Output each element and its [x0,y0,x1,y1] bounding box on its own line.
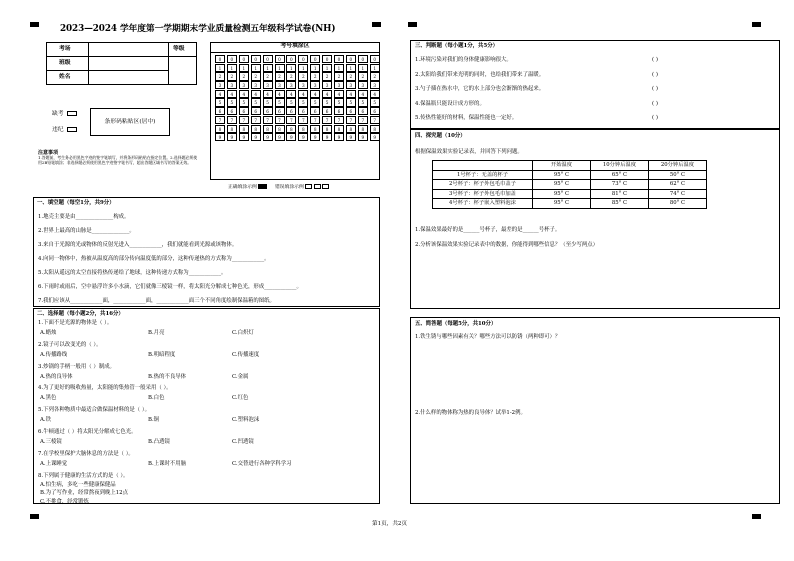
digit-bubble[interactable]: 8 [263,125,273,133]
table-header [433,161,533,171]
digit-bubble[interactable]: 4 [275,90,285,98]
option-a[interactable]: A.三棱镜 [40,439,62,445]
option-b[interactable]: B.热的不良导体 [148,373,187,380]
digit-bubble[interactable]: 1 [275,64,285,72]
digit-bubble[interactable]: 7 [263,116,273,124]
exam-room-label: 考场 [47,43,89,57]
option-a[interactable]: A.上课睡觉 [40,460,68,467]
digit-bubble[interactable]: 9 [358,133,368,141]
table-row [433,180,707,190]
s1-q5[interactable]: 5.太阳从遥远的太空直接将热传递给了地球，这种传递方式称为____________。 [38,270,227,276]
exam-number-grid [210,42,380,180]
option-c[interactable]: C.凹透镜 [232,439,254,445]
digit-bubble[interactable]: 5 [239,98,249,106]
digit-bubble[interactable]: 5 [227,98,237,106]
digit-bubble[interactable]: 2 [334,72,344,80]
table-header: 10分钟后温度 [591,161,649,171]
digit-bubble[interactable]: 1 [322,64,332,72]
table-header: 20分钟后温度 [649,161,707,171]
digit-bubble[interactable]: 3 [358,81,368,89]
registration-mark [30,514,39,519]
digit-bubble[interactable]: 8 [275,125,285,133]
digit-bubble[interactable]: 3 [215,81,225,89]
absent-row [52,111,77,118]
digit-bubble[interactable]: 9 [334,133,344,141]
table-cell: 95° C [533,180,591,190]
digit-bubble[interactable]: 0 [334,55,344,63]
digit-bubble[interactable]: 4 [334,90,344,98]
registration-mark [752,22,761,27]
exam-room-field[interactable] [89,43,169,57]
digit-bubble[interactable]: 9 [346,133,356,141]
digit-bubble[interactable]: 3 [346,81,356,89]
digit-bubble[interactable]: 1 [227,64,237,72]
page-footer: 第1页，共2页 [372,521,408,527]
s2-q4: 4.为了更好的吸收热量，太阳能的集热管一般采用（ ）。 [38,385,172,392]
s4-q2[interactable]: 2.分析该保温效果实验记录表中的数据，你能得到哪些信息？（至少写两点） [415,242,599,248]
digit-column [370,55,381,142]
digit-column [298,55,309,142]
option-a[interactable]: A.铁 [40,417,51,424]
digit-bubble[interactable]: 8 [227,125,237,133]
name-field[interactable] [89,71,169,85]
digit-bubble[interactable]: 0 [346,55,356,63]
digit-bubble[interactable]: 2 [370,72,380,80]
answer-paren[interactable]: ( ) [652,100,658,107]
digit-bubble[interactable]: 7 [239,116,249,124]
digit-bubble[interactable]: 2 [275,72,285,80]
digit-bubble[interactable]: 6 [215,107,225,115]
grid-title: 考号填涂区 [211,43,379,53]
absent-checkbox[interactable] [67,111,77,116]
digit-bubble[interactable]: 2 [286,72,296,80]
digit-bubble[interactable]: 2 [263,72,273,80]
digit-bubble[interactable]: 5 [275,98,285,106]
digit-bubble[interactable]: 2 [298,72,308,80]
table-cell: 81° C [591,189,649,199]
digit-bubble[interactable]: 4 [239,90,249,98]
s1-q1[interactable]: 1.地壳主要是由______________构成。 [38,214,130,220]
s2-q5: 5.下列各种物质中最适合做保温材料的是（ ）。 [38,407,150,414]
digit-bubble[interactable]: 4 [346,90,356,98]
table-cell: 74° C [649,189,707,199]
digit-bubble[interactable]: 1 [239,64,249,72]
digit-bubble[interactable]: 5 [215,98,225,106]
digit-bubble[interactable]: 5 [370,98,380,106]
digit-bubble[interactable]: 0 [251,55,261,63]
digit-bubble[interactable]: 3 [263,81,273,89]
s1-q3[interactable]: 3.来自于光源的光或物体的反射光进入____________，我们就能看到光源或该物体。 [38,242,238,248]
table-cell: 85° C [591,199,649,209]
notes [38,150,198,165]
option-a[interactable]: A.热的良导体 [40,373,73,380]
s2-q3: 3.炒锅的手柄一般用（ ）制成。 [38,363,115,370]
digit-bubble[interactable]: 0 [322,55,332,63]
grade-level-field[interactable] [169,57,197,85]
s1-q4[interactable]: 4.向同一物体中，热被从温度高的部分传向温度低的部分，这种传递热的方式称为____________。 [38,256,270,262]
option-c[interactable]: C.白炽灯 [232,330,254,336]
digit-bubble[interactable]: 3 [251,81,261,89]
registration-mark [372,22,381,27]
digit-bubble[interactable]: 6 [358,107,368,115]
digit-column [239,55,250,142]
table-cell: 95° C [533,189,591,199]
table-row [433,199,707,209]
digit-bubble[interactable]: 0 [215,55,225,63]
digit-column [358,55,369,142]
digit-bubble[interactable]: 5 [322,98,332,106]
digit-bubble[interactable]: 1 [346,64,356,72]
digit-bubble[interactable]: 5 [286,98,296,106]
digit-bubble[interactable]: 7 [275,116,285,124]
answer-paren[interactable]: ( ) [652,86,658,92]
digit-bubble[interactable]: 7 [346,116,356,124]
s3-item: 3.勺子插在热水中，它的水上部分也会渐渐的热起来。 [415,86,545,92]
s2-q6: 6.牛顿通过（ ）将太阳光分解成七色光。 [38,429,137,435]
table-row [433,189,707,199]
digit-bubble[interactable]: 9 [370,133,380,141]
table-cell: 3号杯子：杯子外包毛巾加盖 [433,189,533,199]
digit-bubble[interactable]: 8 [346,125,356,133]
digit-bubble[interactable]: 6 [322,107,332,115]
digit-column [334,55,345,142]
option-c[interactable]: C.红色 [232,395,249,402]
digit-column [227,55,238,142]
digit-bubble[interactable]: 4 [263,90,273,98]
digit-column [346,55,357,142]
registration-mark [408,22,417,27]
digit-bubble[interactable]: 1 [263,64,273,72]
option-b[interactable]: B.凸透镜 [148,439,170,445]
digit-bubble[interactable]: 6 [263,107,273,115]
digit-bubble[interactable]: 4 [227,90,237,98]
option-c[interactable]: C.塑料泡沫 [232,417,260,424]
digit-bubble[interactable]: 4 [298,90,308,98]
table-cell: 1号杯子：无盖的杯子 [433,170,533,180]
s2-q8: 8.下列属于健康的生活方式的是（ ）。 [38,472,129,479]
table-header: 开始温度 [533,161,591,171]
s2-title: 二、选择题（每小题2分，共16分） [37,311,124,317]
digit-bubble[interactable]: 1 [215,64,225,72]
digit-bubble[interactable]: 6 [251,107,261,115]
option-c[interactable]: C.不挑食，经常锻炼 [40,498,89,505]
digit-bubble[interactable]: 8 [239,125,249,133]
absent-label: 缺考 [52,111,64,117]
violation-row [52,127,77,134]
digit-bubble[interactable]: 6 [227,107,237,115]
s4-intro: 根据保温效果实验记录表，并回答下列问题。 [415,149,523,155]
digit-bubble[interactable]: 1 [358,64,368,72]
s1-q2[interactable]: 2.世界上最高的山脉是______________。 [38,228,135,234]
digit-bubble[interactable]: 6 [370,107,380,115]
table-cell: 50° C [649,170,707,180]
s2-q7: 7.在学校里保护大脑休息的方法是（ ）。 [38,450,134,457]
class-label: 班级 [47,57,89,71]
option-a[interactable]: A.传播路线 [40,351,68,358]
digit-bubble[interactable]: 3 [227,81,237,89]
digit-bubble[interactable]: 8 [215,125,225,133]
digit-bubble[interactable]: 3 [370,81,380,89]
registration-mark [752,514,761,519]
digit-bubble[interactable]: 5 [310,98,320,106]
table-cell: 62° C [649,180,707,190]
option-b[interactable]: B.为了写作业，经常熬夜到晚上12点 [40,490,129,497]
digit-bubble[interactable]: 7 [358,116,368,124]
digit-bubble[interactable]: 1 [251,64,261,72]
digit-column [215,55,226,142]
digit-bubble[interactable]: 3 [275,81,285,89]
digit-bubble[interactable]: 8 [251,125,261,133]
digit-column [275,55,286,142]
table-cell: 95° C [533,199,591,209]
digit-bubble[interactable]: 9 [298,133,308,141]
digit-bubble[interactable]: 2 [239,72,249,80]
option-c[interactable]: C.传播速度 [232,351,260,358]
digit-column [251,55,262,142]
digit-bubble[interactable]: 3 [322,81,332,89]
option-b[interactable]: B.白色 [148,395,165,402]
digit-bubble[interactable]: 3 [334,81,344,89]
temperature-table [432,160,707,209]
option-a[interactable]: A.怕生病，多吃一些健康保健品 [40,481,116,488]
digit-bubble[interactable]: 7 [227,116,237,124]
digit-bubble[interactable]: 4 [310,90,320,98]
digit-bubble[interactable]: 0 [227,55,237,63]
digit-bubble[interactable]: 2 [358,72,368,80]
digit-bubble[interactable]: 2 [251,72,261,80]
digit-bubble[interactable]: 1 [310,64,320,72]
digit-bubble[interactable]: 1 [286,64,296,72]
digit-bubble[interactable]: 9 [227,133,237,141]
digit-bubble[interactable]: 6 [310,107,320,115]
student-info-table [46,42,197,85]
digit-bubble[interactable]: 9 [239,133,249,141]
s3-item: 4.保温瓶只能设计成方形的。 [415,100,485,107]
table-cell: 4号杯子：杯子嵌入塑料泡沫 [433,199,533,209]
name-label: 姓名 [47,71,89,85]
option-b[interactable]: B.铜 [148,417,160,424]
digit-bubble[interactable]: 7 [286,116,296,124]
digit-bubble[interactable]: 4 [358,90,368,98]
digit-bubble[interactable]: 0 [275,55,285,63]
digit-bubble[interactable]: 4 [322,90,332,98]
digit-bubble[interactable]: 0 [310,55,320,63]
digit-bubble[interactable]: 6 [334,107,344,115]
digit-bubble[interactable]: 7 [215,116,225,124]
digit-bubble[interactable]: 8 [298,125,308,133]
digit-bubble[interactable]: 3 [239,81,249,89]
digit-bubble[interactable]: 7 [310,116,320,124]
digit-bubble[interactable]: 9 [275,133,285,141]
s5-title: 五、简答题（每题5分，共10分） [415,321,497,327]
wrong-bubble-icon [305,184,312,189]
s5-q2[interactable]: 2.什么样的物体称为热的良导体？试举1-2例。 [415,410,526,416]
s3-item: 1.环境污染对我们的身体健康影响很大。 [415,57,512,63]
digit-bubble[interactable]: 6 [239,107,249,115]
s4-q1[interactable]: 1.保温效果最好的是______号杯子，最差的是______号杯子。 [415,227,561,233]
digit-bubble[interactable]: 3 [286,81,296,89]
digit-bubble[interactable]: 7 [370,116,380,124]
s4-title: 四、探究题（10分） [415,133,466,139]
digit-bubble[interactable]: 0 [239,55,249,63]
digit-bubble[interactable]: 9 [215,133,225,141]
digit-bubble[interactable]: 6 [275,107,285,115]
s3-item: 2.太阳给我们带来光明的同时，也给我们带来了温暖。 [415,71,545,78]
digit-column [322,55,333,142]
answer-paren[interactable]: ( ) [652,115,658,121]
option-b[interactable]: B.月亮 [148,330,165,336]
digit-column [286,55,297,142]
violation-label: 违纪 [52,127,64,133]
option-c[interactable]: C.金属 [232,373,249,380]
digit-bubble[interactable]: 5 [263,98,273,106]
violation-checkbox[interactable] [67,127,77,132]
digit-bubble[interactable]: 5 [358,98,368,106]
digit-bubble[interactable]: 5 [346,98,356,106]
digit-bubble[interactable]: 9 [263,133,273,141]
s1-title: 一、填空题（每空1分，共9分） [37,200,115,206]
option-a[interactable]: A.黑色 [40,395,57,402]
answer-paren[interactable]: ( ) [652,57,658,63]
barcode-area: 条形码粘贴区(居中) [90,108,170,136]
digit-bubble[interactable]: 0 [298,55,308,63]
wrong-bubble-icon [322,184,329,189]
option-c[interactable]: C.交替进行各种学科学习 [232,460,292,467]
digit-bubble[interactable]: 0 [286,55,296,63]
digit-bubble[interactable]: 8 [310,125,320,133]
s3-item: 5.传热性能好的材料，保温性能也一定好。 [415,115,518,121]
notes-text: 1.答题前，考生务必用黑色字迹的签字笔填写，并将条形码粘贴在指定位置。2.选择题必须使用2B铅笔填涂；非选择题必须使用黑色字迹签字笔书写，超出答题区域书写的答案无效。 [38,155,198,165]
option-b[interactable]: B.上课时不用脑 [148,460,187,467]
digit-bubble[interactable]: 7 [334,116,344,124]
option-a[interactable]: A.蜡烛 [40,330,57,336]
digit-bubble[interactable]: 1 [334,64,344,72]
registration-mark [30,22,39,27]
table-cell: 95° C [533,170,591,180]
digit-bubble[interactable]: 0 [358,55,368,63]
digit-bubble[interactable]: 7 [298,116,308,124]
table-cell: 73° C [591,180,649,190]
digit-bubble[interactable]: 5 [298,98,308,106]
notes-title: 注意事项 [38,150,59,156]
wrong-bubble-icon [314,184,321,189]
filled-bubble-icon [258,184,267,189]
digit-bubble[interactable]: 2 [227,72,237,80]
digit-bubble[interactable]: 8 [286,125,296,133]
digit-bubble[interactable]: 7 [251,116,261,124]
digit-bubble[interactable]: 8 [334,125,344,133]
answer-paren[interactable]: ( ) [652,71,658,78]
s2-q2: 2.镜子可以改变光的（ ）。 [38,341,102,348]
table-row [433,170,707,180]
digit-bubble[interactable]: 9 [286,133,296,141]
digit-bubble[interactable]: 6 [286,107,296,115]
fill-examples [228,184,329,191]
s1-q6[interactable]: 6.下雨时或雨后，空中悬浮许多小水滴，它们就像三棱镜一样，将太阳光分解成七种色光，形成____________。 [38,284,302,290]
digit-bubble[interactable]: 9 [322,133,332,141]
digit-bubble[interactable]: 6 [298,107,308,115]
inquiry-section [410,129,780,309]
digit-bubble[interactable]: 8 [370,125,380,133]
table-cell: 2号杯子：杯子外包毛巾盖子 [433,180,533,190]
digit-bubble[interactable]: 2 [310,72,320,80]
digit-bubble[interactable]: 2 [322,72,332,80]
digit-bubble[interactable]: 4 [215,90,225,98]
s2-q1: 1.下面不是光源的物体是（ ）。 [38,320,113,326]
digit-bubble[interactable]: 1 [298,64,308,72]
exam-title: 2023—2024 学年度第一学期期末学业质量检测五年级科学试卷(NH) [60,24,336,34]
digit-bubble[interactable]: 9 [310,133,320,141]
digit-bubble[interactable]: 0 [263,55,273,63]
table-cell: 65° C [591,170,649,180]
table-cell: 80° C [649,199,707,209]
digit-bubble[interactable]: 8 [358,125,368,133]
digit-column [310,55,321,142]
digit-bubble[interactable]: 3 [298,81,308,89]
digit-bubble[interactable]: 2 [346,72,356,80]
digit-bubble[interactable]: 6 [346,107,356,115]
digit-bubble[interactable]: 5 [251,98,261,106]
digit-bubble[interactable]: 2 [215,72,225,80]
s1-q7[interactable]: 7.我们应该从____________面，____________面，____________面三个不同角度绘制保温箱的图纸。 [38,298,275,304]
digit-bubble[interactable]: 9 [251,133,261,141]
class-field[interactable] [89,57,169,71]
digit-column [263,55,274,142]
digit-bubble[interactable]: 7 [322,116,332,124]
digit-bubble[interactable]: 4 [286,90,296,98]
s5-q1[interactable]: 1.铁生锈与哪些因素有关？哪些方法可以防锈（两种即可）？ [415,334,561,340]
fill-correct-label: 正确填涂示例 [228,185,257,190]
digit-bubble[interactable]: 8 [322,125,332,133]
grade-level-label: 等级 [169,43,197,57]
s3-title: 三、判断题（每小题1分，共5分） [415,43,498,49]
digit-bubble[interactable]: 5 [334,98,344,106]
digit-bubble[interactable]: 4 [251,90,261,98]
digit-bubble[interactable]: 3 [310,81,320,89]
digit-bubble[interactable]: 0 [370,55,380,63]
option-b[interactable]: B.明暗程度 [148,351,176,358]
fill-wrong-label: 错误填涂示例 [274,185,304,190]
digit-bubble[interactable]: 4 [370,90,380,98]
digit-bubble[interactable]: 1 [370,64,380,72]
